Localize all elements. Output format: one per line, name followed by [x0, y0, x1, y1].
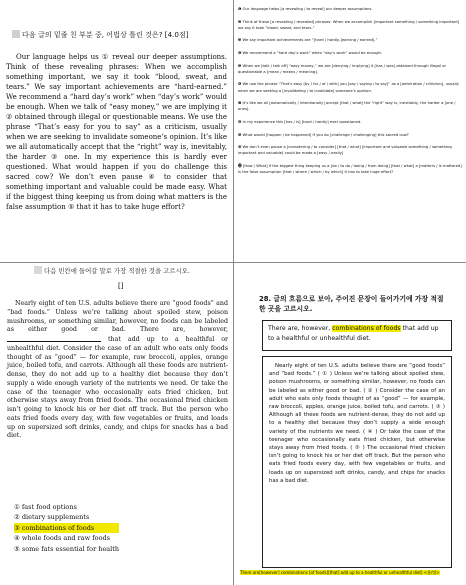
redacted-number-box: [34, 266, 42, 274]
worksheet-sentence-8: ❽ In my experience this [has / is] [hard / hardly] ever questioned.: [238, 119, 362, 124]
redacted-number-box: [12, 30, 20, 38]
given-sentence-part-b: that add up to a healthful or unhealthful diet.: [268, 325, 439, 342]
worksheet-sentence-5: ❺ When we [talk / talk off] “easy money,” we are [denying / implying] it [has / was] obtained through illegal or questionable a [mean / means / meaning].: [238, 63, 447, 74]
choice-5[interactable]: ⑤ some fats essential for health: [14, 544, 120, 553]
worksheet-sentence-1: ❶ Our language helps [a revealing / to reveal] our deeper assumptions.: [238, 7, 373, 11]
blank-passage-part-a: Nearly eight of ten U.S. adults believe there are “good foods” and “bad foods.” Unless we’re talking about spoiled stew, poison mushrooms, or something similar, however, no foods can be labeled as either good or bad. There are, however,: [7, 300, 228, 334]
choice-2[interactable]: ② dietary supplements: [14, 513, 90, 522]
insertion-question-heading: 28. 글의 흐름으로 보아, 주어진 문장이 들어가기에 가장 적절한 곳을 고르시오.: [259, 295, 444, 313]
answer-blank: [7, 335, 101, 342]
answer-choices: [14, 502, 119, 554]
grammar-passage: Our language helps us ① reveal our deeper assumptions. Think of these revealing phrases: When we accomplish something important, we say it took “blood, sweat, and tears.” We say important achievements are “hard-earned.” We recommend a “hard day’s work” when “day’s work” would be enough. When we talk of “easy money,” we are implying it ② obtained through illegal or questionable means. We use the phrase “That’s easy for you to say” as a criticism, usually when we are seeking to invalidate someone’s opinion. It’s like we all automatically accept that the “right” way is, inevitably, the harder ③ one. In my experience this is hardly ever questioned. What would happen if you do challenge this sacred cow? We don’t even pause ④ to consider that something important and valuable could be made easy. What if the biggest thing keeping us from doing what matters is the false assumption ⑤ that it has to take huge effort?: [6, 53, 227, 211]
bracket-mark: []: [118, 282, 124, 290]
insertion-passage-box: [262, 356, 452, 568]
choice-1[interactable]: ① fast food options: [14, 503, 77, 511]
worksheet-sentence-6: ❻ We use the phrase “That’s easy [by / for / of / with] you [say / saying / to say]” as a [admiration / criticism], usually when we are seeking a [invalidating / to invalidate] someone’s opinion.: [238, 82, 459, 93]
worksheet-sentence-3: ❸ We say important achievements are “[hard / hardly-]earning / earned].”: [238, 38, 378, 43]
insertion-passage: Nearly eight of ten U.S. adults believe there are “good foods” and “bad foods.” ( ① ) Unless we’re talking about spoiled stew, poison mushrooms, or something similar, however, no foods can be labeled as either good or bad. ( ② ) Consider the case of an adult who eats only foods thought of as “good” — for example, raw broccoli, apples, orange juice, boiled tofu, and carrots. ( ③ ) Although all these foods are nutrient-dense, they do not add up to a healthy diet because they don’t supply a wide enough variety of the nutrients we need. ( ④ ) Or take the case of the teenager who occasionally eats fried chicken, but otherwise stays away from fried foods. ( ⑤ ) The occasional fried chicken isn’t going to knock his or her diet off track. But the person who eats fried foods every day, with few vegetables or fruits, and loads up on supersized soft drinks, candy, and chips for snacks has a bad diet.: [269, 363, 445, 484]
worksheet-sentence-11: ⓫ [How / What] if the biggest thing keeping us a [do / to do / doing / from doing] [that / what] a [matters / is mattered] is the false assumption [that / where / which / by which] it has to take huge effort?: [238, 163, 462, 175]
choice-3-highlighted[interactable]: ③ combinations of foods: [14, 523, 119, 533]
given-sentence-part-a: There are, however,: [268, 325, 333, 332]
worksheet-sentences: [238, 6, 464, 182]
horizontal-divider: [0, 262, 466, 263]
given-sentence-box: [262, 320, 452, 351]
worksheet-sentence-4: ❹ We recommend a “hard day’s work” when “day’s work” would be enough.: [238, 50, 383, 55]
blank-passage: [7, 300, 228, 441]
bottom-note-text: There are[however] combinations [of foods][that] add up to a healthful or unhealthful diet] <용/법>: [240, 570, 440, 575]
blank-question-instruction: 다음 빈칸에 들어갈 말로 가장 적절한 것을 고르시오.: [34, 266, 190, 275]
choice-4[interactable]: ④ whole foods and raw foods: [14, 534, 110, 543]
bottom-note: [240, 570, 464, 576]
given-sentence-highlight: combinations of foods: [332, 325, 401, 332]
worksheet-sentence-9: ❾ What would [happen / be happened] if you do [challenge / challenging] this sacred cow?: [238, 132, 409, 137]
worksheet-sentence-10: ❿ We don’t even pause a [considering / to consider] [that / what] [important and valuable something / something important and valuable] could be made a [easy / easily]: [238, 145, 452, 156]
blank-passage-part-b: that add up to a healthful or unhealthful diet. Consider the case of an adult who eats only foods thought of as “good” — for example, raw broccoli, apples, orange juice, boiled tofu, and carrots. Although all these foods are nutrient-dense, they do not add up to a healthy diet because they don’t supply a wide enough variety of the nutrients we need. Or take the case of the teenager who occasionally eats fried chicken, but otherwise stays away from fried foods. The occasional fried chicken isn’t going to knock his or her diet off track. But the person who eats fried foods every day, with few vegetables or fruits, and loads up on supersized soft drinks, candy, and chips for snacks has a bad diet.: [7, 336, 228, 440]
vertical-divider: [233, 0, 234, 585]
worksheet-sentence-7: ❼ It’s like we all [automatically / intentionally] accept [that / what] the “right” way is, inevitably, the harder a [one / ones].: [238, 101, 456, 112]
grammar-question-title: 다음 글의 밑줄 친 부분 중, 어법상 틀린 것은? [4.0점]: [12, 30, 188, 40]
worksheet-sentence-2: ❷ Think of these [a revealing / revealed] phrases: When we accomplish [important something / something important] we say it took “blood, sweat, and tears.”: [238, 19, 460, 30]
